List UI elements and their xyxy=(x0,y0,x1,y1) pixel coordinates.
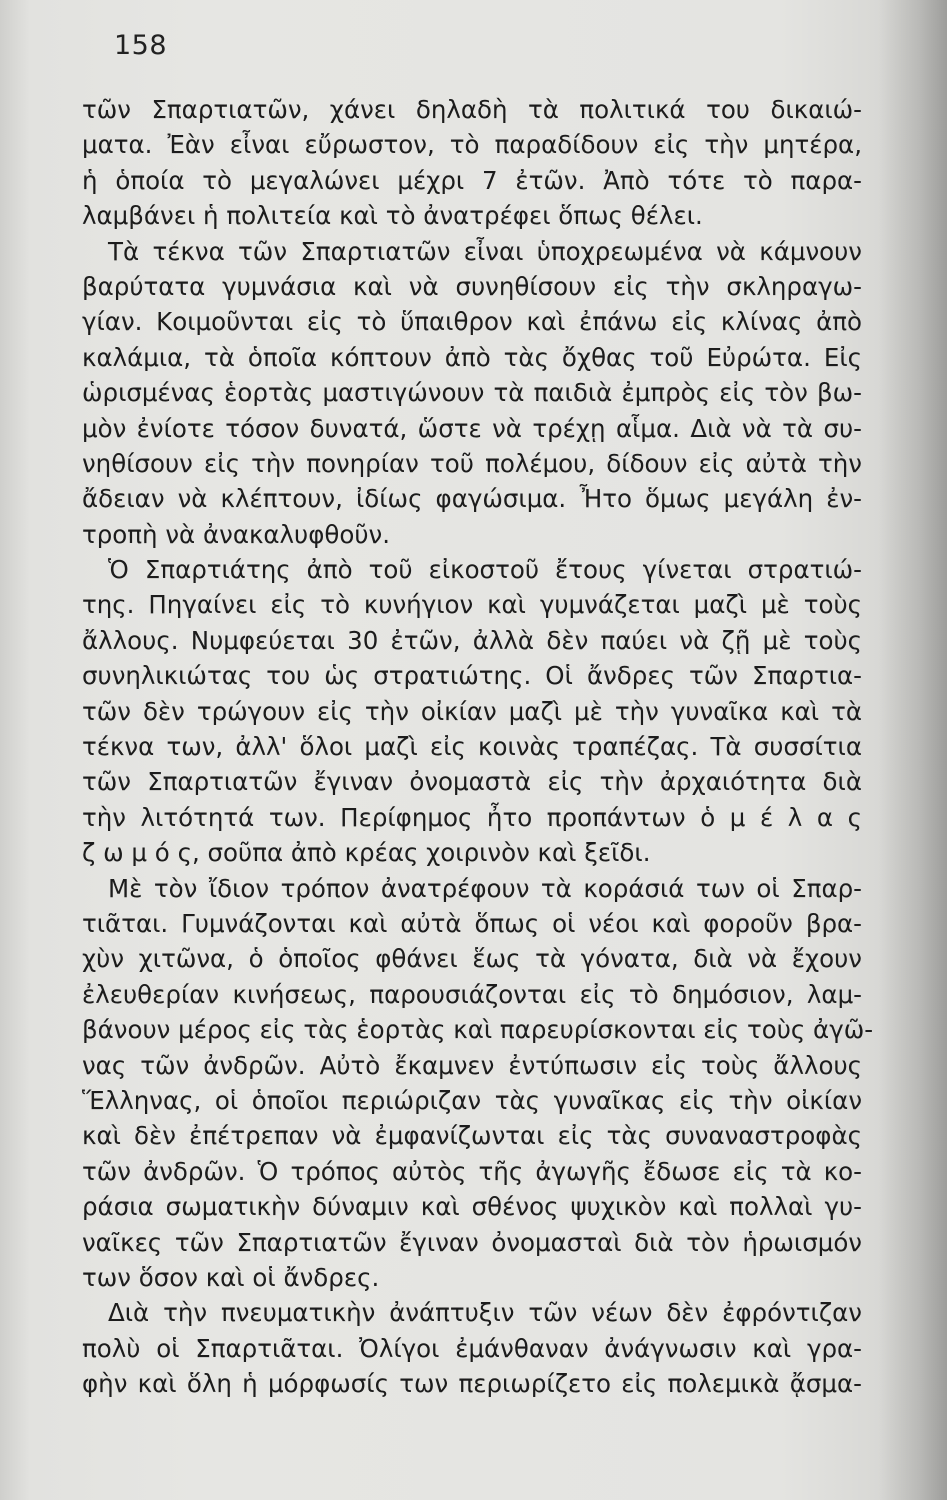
text-line: μὸν ἐνίοτε τόσον δυνατά, ὥστε νὰ τρέχῃ αἷμα. Διὰ νὰ τὰ συ- xyxy=(82,413,862,443)
text-line: ναῖκες τῶν Σπαρτιατῶν ἔγιναν ὀνομασταὶ διὰ τὸν ἡρωισμόν xyxy=(82,1227,862,1257)
text-line: βάνουν μέρος εἰς τὰς ἑορτὰς καὶ παρευρίσκονται εἰς τοὺς ἀγῶ- xyxy=(82,1015,874,1045)
text-line: πολὺ οἱ Σπαρτιᾶται. Ὀλίγοι ἐμάνθαναν ἀνάγνωσιν καὶ γρα- xyxy=(82,1333,862,1363)
text-line: τροπὴ νὰ ἀνακαλυφθοῦν. xyxy=(82,519,391,549)
text-line: τῶν ἀνδρῶν. Ὁ τρόπος αὐτὸς τῆς ἀγωγῆς ἔδωσε εἰς τὰ κο- xyxy=(82,1156,862,1186)
page-edge-shadow xyxy=(877,0,947,1500)
body-text xyxy=(82,92,874,1401)
text-line: τῶν δὲν τρώγουν εἰς τὴν οἰκίαν μαζὶ μὲ τὴν γυναῖκα καὶ τὰ xyxy=(82,696,862,726)
text-line: Μὲ τὸν ἴδιον τρόπον ἀνατρέφουν τὰ κοράσιά των οἱ Σπαρ- xyxy=(108,873,862,903)
text-line: τιᾶται. Γυμνάζονται καὶ αὐτὰ ὅπως οἱ νέοι καὶ φοροῦν βρα- xyxy=(82,908,862,938)
text-line: ράσια σωματικὴν δύναμιν καὶ σθένος ψυχικὸν καὶ πολλαὶ γυ- xyxy=(82,1192,862,1222)
text-line: συνηλικιώτας του ὡς στρατιώτης. Οἱ ἄνδρες τῶν Σπαρτια- xyxy=(82,661,862,691)
text-line: νηθίσουν εἰς τὴν πονηρίαν τοῦ πολέμου, δίδουν εἰς αὐτὰ τὴν xyxy=(82,448,862,478)
text-line: γίαν. Κοιμοῦνται εἰς τὸ ὕπαιθρον καὶ ἐπάνω εἰς κλίνας ἀπὸ xyxy=(82,307,862,337)
text-line: ἄλλους. Νυμφεύεται 30 ἐτῶν, ἀλλὰ δὲν παύει νὰ ζῇ μὲ τοὺς xyxy=(82,625,862,655)
text-line: ἡ ὁποία τὸ μεγαλώνει μέχρι 7 ἐτῶν. Ἀπὸ τότε τὸ παρα- xyxy=(82,165,862,195)
text-line: ἐλευθερίαν κινήσεως, παρουσιάζονται εἰς τὸ δημόσιον, λαμ- xyxy=(82,979,862,1009)
text-line: των ὅσον καὶ οἱ ἄνδρες. xyxy=(82,1262,380,1292)
text-line: χὺν χιτῶνα, ὁ ὁποῖος φθάνει ἕως τὰ γόνατα, διὰ νὰ ἔχουν xyxy=(82,944,862,974)
text-line: Ἕλληνας, οἱ ὁποῖοι περιώριζαν τὰς γυναῖκας εἰς τὴν οἰκίαν xyxy=(82,1085,862,1115)
text-line: τὴν λιτότητά των. Περίφημος ἦτο προπάντων ὁ μ έ λ α ς xyxy=(82,802,862,832)
text-line: βαρύτατα γυμνάσια καὶ νὰ συνηθίσουν εἰς τὴν σκληραγω- xyxy=(82,271,862,301)
text-line: φὴν καὶ ὅλη ἡ μόρφωσίς των περιωρίζετο εἰς πολεμικὰ ᾄσμα- xyxy=(82,1369,862,1399)
text-line: ὡρισμένας ἑορτὰς μαστιγώνουν τὰ παιδιὰ ἐμπρὸς εἰς τὸν βω- xyxy=(82,378,862,408)
text-line: ἄδειαν νὰ κλέπτουν, ἰδίως φαγώσιμα. Ἦτο ὅμως μεγάλη ἐν- xyxy=(82,484,862,514)
text-line: νας τῶν ἀνδρῶν. Αὐτὸ ἔκαμνεν ἐντύπωσιν εἰς τοὺς ἄλλους xyxy=(82,1050,862,1080)
page-number: 158 xyxy=(114,30,168,61)
text-line: καλάμια, τὰ ὁποῖα κόπτουν ἀπὸ τὰς ὄχθας τοῦ Εὐρώτα. Εἰς xyxy=(82,342,862,372)
text-line: Διὰ τὴν πνευματικὴν ἀνάπτυξιν τῶν νέων δὲν ἐφρόντιζαν xyxy=(108,1298,862,1328)
text-line: της. Πηγαίνει εἰς τὸ κυνήγιον καὶ γυμνάζεται μαζὶ μὲ τοὺς xyxy=(82,590,862,620)
text-line: Τὰ τέκνα τῶν Σπαρτιατῶν εἶναι ὑποχρεωμένα νὰ κάμνουν xyxy=(108,236,862,266)
text-line: ζ ω μ ό ς, σοῦπα ἀπὸ κρέας χοιρινὸν καὶ ξεῖδι. xyxy=(82,838,651,868)
text-line: καὶ δὲν ἐπέτρεπαν νὰ ἐμφανίζωνται εἰς τὰς συναναστροφὰς xyxy=(82,1121,862,1151)
text-line: Ὁ Σπαρτιάτης ἀπὸ τοῦ εἰκοστοῦ ἔτους γίνεται στρατιώ- xyxy=(108,555,862,585)
text-line: τέκνα των, ἀλλ' ὅλοι μαζὶ εἰς κοινὰς τραπέζας. Τὰ συσσίτια xyxy=(82,732,862,762)
text-line: λαμβάνει ἡ πολιτεία καὶ τὸ ἀνατρέφει ὅπως θέλει. xyxy=(82,201,703,231)
text-line: τῶν Σπαρτιατῶν ἔγιναν ὀνομαστὰ εἰς τὴν ἀρχαιότητα διὰ xyxy=(82,767,862,797)
text-line: τῶν Σπαρτιατῶν, χάνει δηλαδὴ τὰ πολιτικά του δικαιώ- xyxy=(82,95,862,124)
text-line: ματα. Ἐὰν εἶναι εὔρωστον, τὸ παραδίδουν εἰς τὴν μητέρα, xyxy=(82,130,862,160)
